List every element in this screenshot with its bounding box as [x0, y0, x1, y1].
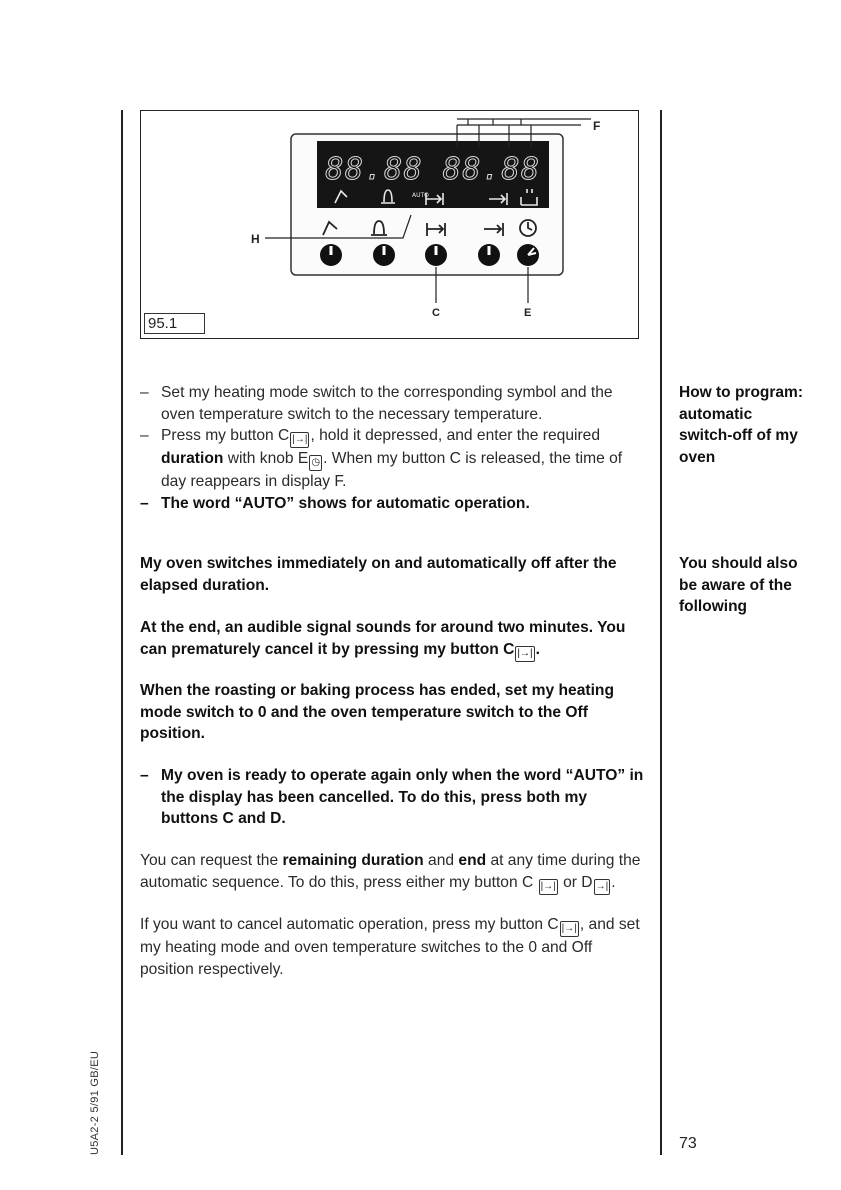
instruction-item-2: – Press my button C |→| , hold it depressed, and enter the required duration with knob E ◷ . When my button C is released, the time of day reappears in display F. [140, 427, 623, 490]
sidebar-heading-program: How to program: automatic switch-off of my oven [679, 384, 803, 466]
end-button-symbol: →| [594, 879, 611, 895]
instruction-item-1: – Set my heating mode switch to the corresponding symbol and the oven temperature switch to the necessary temperature. [140, 384, 613, 423]
clock-knob-symbol: ◷ [309, 455, 322, 471]
callout-e: E [524, 307, 532, 319]
duration-button-symbol: |→| [560, 921, 579, 937]
duration-button-symbol: |→| [290, 432, 309, 448]
document-code: U5A2-2 5/91 GB/EU [89, 1050, 101, 1155]
figure-number: 95.1 [144, 313, 205, 334]
note-paragraph-2: At the end, an audible signal sounds for around two minutes. You can prematurely cancel it by pressing my button C |→| . [140, 617, 646, 662]
callout-h: H [251, 232, 260, 246]
sidebar-heading-aware: You should also be aware of the following [679, 555, 798, 615]
note-paragraph-4: You can request the remaining duration and end at any time during the automatic sequence. To do this, press either my button C |→| or D →| . [140, 850, 646, 895]
oven-control-panel-diagram [141, 111, 640, 340]
callout-f: F [593, 119, 601, 133]
display-auto-label: AUTO [412, 192, 429, 199]
page-number: 73 [679, 1135, 697, 1152]
instruction-list [140, 382, 646, 514]
duration-button-symbol: |→| [515, 646, 534, 662]
instruction-item-3: – The word “AUTO” shows for automatic operation. [140, 494, 530, 512]
note-paragraph-3: When the roasting or baking process has ended, set my heating mode switch to 0 and the oven temperature switch to the Off position. [140, 682, 614, 742]
duration-button-symbol: |→| [539, 879, 558, 895]
callout-c: C [432, 307, 440, 319]
note-paragraph-1: My oven switches immediately on and automatically off after the elapsed duration. [140, 555, 617, 594]
note-item-4: – My oven is ready to operate again only when the word “AUTO” in the display has been cancelled. To do this, press both my buttons C and D. [140, 767, 644, 827]
figure-95-1 [140, 110, 639, 339]
right-column-rule [660, 110, 662, 1155]
note-paragraph-5: If you want to cancel automatic operation, press my button C |→| , and set my heating mode and oven temperature switches to the 0 and Off position respectively. [140, 916, 640, 978]
display-digits: 88.88 88.88 [325, 152, 541, 187]
left-column-rule [121, 110, 123, 1155]
